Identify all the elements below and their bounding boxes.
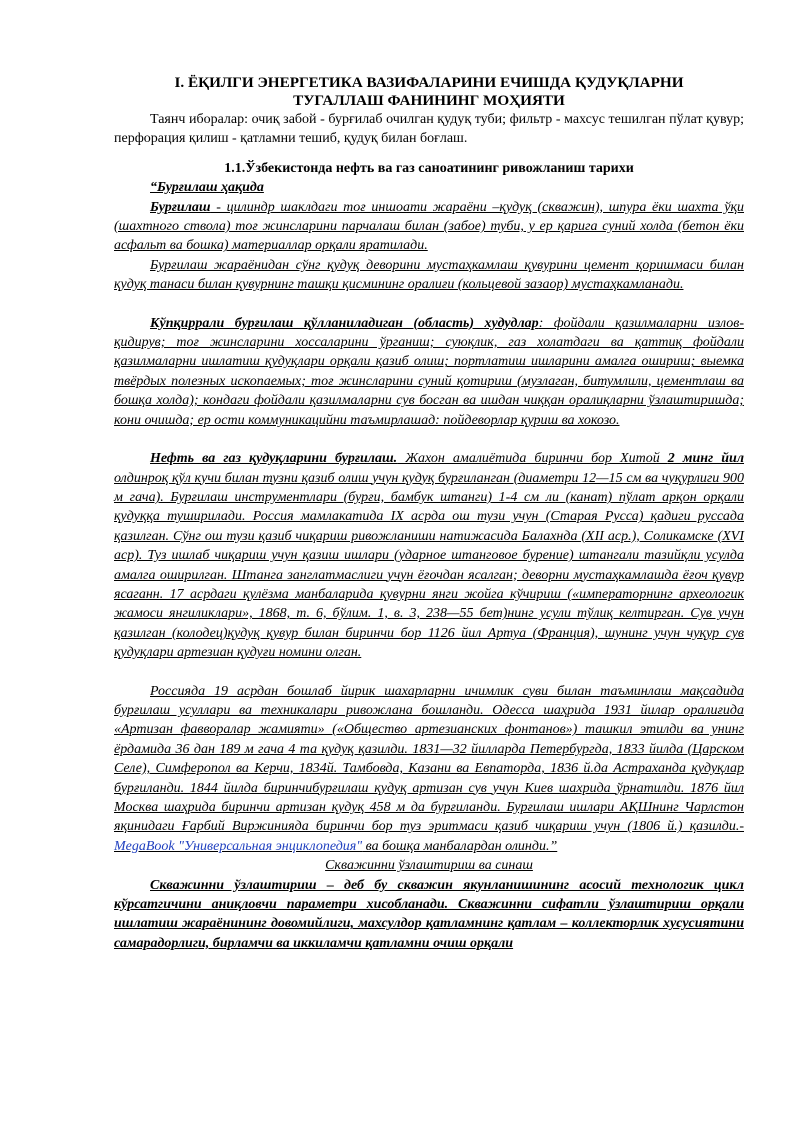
paragraph-4	[114, 449, 744, 662]
spacer	[114, 149, 744, 159]
term-burgilash: Бурғилаш	[150, 199, 211, 215]
paragraph-3-text: : фойдали қазилмаларни излов-қидирув; тоғ жинсларини хоссаларини ўрганиш; суюқлик, газ холатдаги ва қаттиқ фойдали қазилмаларни ишлатиш қудуқлари орқали қазиб олиш; портлатиш ишларини амалга ошириш; выемка твёрдых полезных ископаемых; тоғ жинсларини суний қотириш (музлаган, битумлили, цементлаш ва бошқа холда); кондаги фойдали қазилмаларни сув босган ва ишдан чиққан оралиқларни ўзлаштиришда; кони очишда; ер ости коммуникацийни таъмирлашад: пойдеворлар қуриш ва хокозо.	[114, 315, 744, 428]
spacer	[114, 430, 744, 449]
term-areas: Кўпқиррали бурғилаш қўлланиладиган (область) худудлар	[150, 315, 539, 331]
paragraph-6: Скважинни ўзлаштириш – деб бу скважин якунланишининг асосий технологик цикл кўрсатгичини аниқловчи параметри хисобланади. Скважинни сифатли ўзлаштириш орқали ишлатиш жараёнининг довомийлиги, махсулдор қатламнинг қатлам – коллекторлик хусусиятини самарадорлиги, бирламчи ва иккиламчи қатламни очиш орқали	[114, 877, 744, 951]
paragraph-4-text-a: Жахон амалиётида биринчи бор Хитой	[397, 451, 668, 467]
paragraph-5-end: ва бошқа манбалардан олинди.”	[362, 838, 558, 854]
document-page	[114, 74, 744, 953]
paragraph-3	[114, 314, 744, 430]
paragraph-2: Бурғилаш жараёнидан сўнг қудуқ деворини мустаҳкамлаш қувурини цемент қоришмаси билан қудуқ танаси билан қувурнинг ташқи қисмининг оралиғи (кольцевой зазаор) мустаҳкамланади.	[114, 257, 744, 293]
paragraph-1-text: - цилиндр шаклдаги тоғ иншоати жараёни –қудуқ (скважин), шпура ёки шахта ўқи (шахтного ствола) тоғ жинсларини парчалаш билан (забое) туби, у ер қарига суний холда (бетон ёки асфальт ва бошка) материаллар орқали яратилади.	[114, 199, 744, 254]
spacer	[114, 295, 744, 314]
paragraph-5-text: Россияда 19 асрдан бошлаб йирик шахарларни ичимлик суви билан таъминлаш мақсадида бурғилаш усуллари ва техникалари ривожлана бошланди. Одесса шаҳрида 1931 йилар оралиғида «Артизан фавворалар жамияти» («Общество артезианских фонтанов») ташкил этилди ва унинг ёрдамида 36 дан 189 м гача 4 та қудуқ қазилди. 1831—32 йилларда Петербургда, 1833 йилда (Царском Селе), Симферопол ва Керчи, 1834й. Тамбовда, Казани ва Евпаторда, 1836 й.да Астраханда қудуқлар бурғиланди. 1844 йилда биринчибурғилаш қудуқ артизан сув учун Киев шахрида ўрнатилди. 1876 йил Москва шаҳрида биринчи артизан қудуқ 458 м да бурғиланди. Бурғилаш ишлари АҚШнинг Чарлстон яқинидаги Ғарбий Виржинияда биринчи бор туз эритмаси қазиб чиқариш учун (1806 й.) қазилди.-	[114, 683, 744, 835]
paragraph-5	[114, 682, 744, 857]
doc-title-line1: I. ЁҚИЛГИ ЭНЕРГЕТИКА ВАЗИФАЛАРИНИ ЕЧИШДА ҚУДУҚЛАРНИ	[174, 74, 684, 91]
spacer	[114, 663, 744, 682]
doc-title-line2: ТУГАЛЛАШ ФАНИНИНГ МОҲИЯТИ	[293, 92, 565, 109]
paragraph-4-text-b: олдинроқ қўл кучи билан тузни қазиб олиш учун қудуқ бурғиланган (диаметри 12—15 см ва чуқурлиги 900 м гача). Бурғилаш инструментлари (бурғи, бамбук штанги) 1-4 см ли (канат) пўлат арқон орқали қудуққа туширилади. Россия мамлакатида IX асрда ош тузи учун (Старая Русса) қадиги руссада қазилган. Сўнг ош тузи қазиб чиқариш ривожланиши натижасида Балахнда (XII аср.), Соликамске (XVI аср). Туз ишлаб чиқариш учун қазиш ишлари (ударное штанговое бурение) штангали тазийқли усулда амалга оширилган. Штанга занглатмаслиги учун ёғочдан ясалган; деворни мустаҳкамлашда ёғоч қувур ясаганн. 17 асрдаги қулёзма манбаларида қувурни янги жойга кўчириш («императорнинг археологик жамоси янгиликлари», 1868, т. 6, бўлим. 1, в. 3, 238—55 бет)нинг усули тўлиқ келтирган. Сув учун қазилган (колодец)қудуқ қувур билан биринчи бор 1126 йил Артуа (Франция), шунинг учун чуқур сув қудуқлари артезиан қудуғи номини олган.	[114, 470, 744, 661]
term-oil-gas-drilling: Нефть ва газ қудуқларини бурғилаш.	[150, 451, 398, 467]
paragraph-1	[114, 198, 744, 256]
quote-heading: “Бурғилаш ҳақида	[150, 180, 264, 196]
section-heading: 1.1.Ўзбекистонда нефть ва газ саноатининг ривожланиш тарихи	[224, 160, 634, 176]
keywords-paragraph: Таянч иборалар: очиқ забой - бурғилаб очилган қудуқ туби; фильтр - махсус тешилган пўлат қувур; перфорация қилиш - қатламни тешиб, қудуқ билан боғлаш.	[114, 112, 744, 147]
bold-two-thousand-years: 2 минг йил	[667, 451, 745, 467]
sub-heading: Скважинни ўзлаштириш ва синаш	[325, 858, 533, 874]
megabook-link[interactable]: MegaBook "Универсальная энциклопедия"	[114, 838, 363, 854]
